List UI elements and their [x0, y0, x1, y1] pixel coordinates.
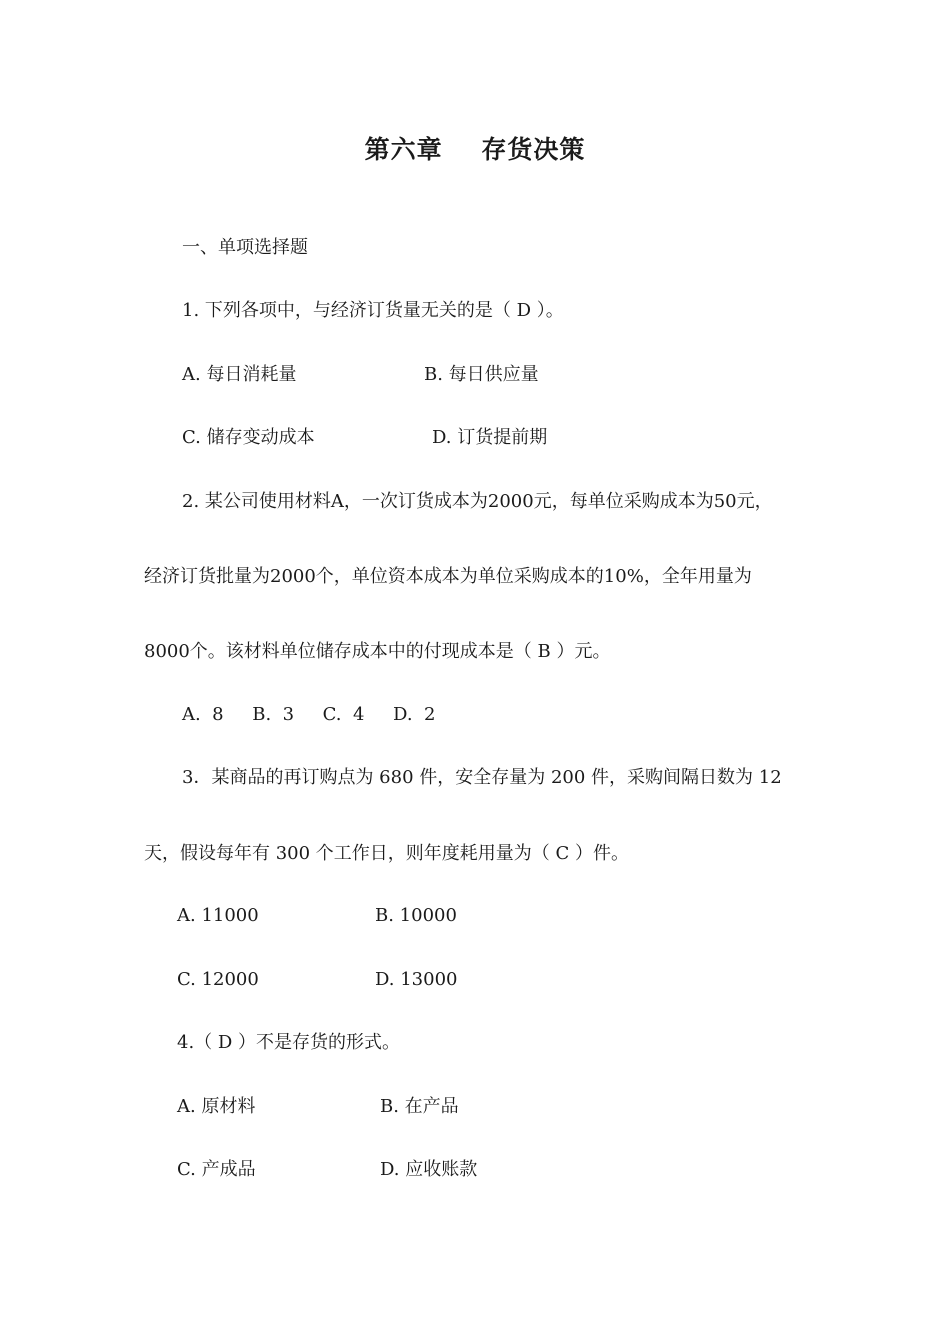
question-3-line-1: 3．某商品的再订购点为 680 件，安全存量为 200 件，采购间隔日数为 12 — [182, 767, 782, 788]
question-1-stem: 1. 下列各项中，与经济订货量无关的是（ D ）。 — [182, 300, 564, 321]
question-4-option-b: B. 在产品 — [380, 1096, 459, 1117]
question-4-option-d: D. 应收账款 — [380, 1159, 478, 1180]
question-3-option-c: C. 12000 — [177, 969, 259, 990]
question-4-stem: 4.（ D ）不是存货的形式。 — [177, 1032, 401, 1053]
question-3-option-a: A. 11000 — [177, 905, 259, 926]
question-1-option-a: A. 每日消耗量 — [182, 364, 297, 385]
question-2-line-2: 经济订货批量为2000个，单位资本成本为单位采购成本的10%，全年用量为 — [144, 566, 752, 587]
question-2-options: A. 8 B. 3 C. 4 D. 2 — [182, 704, 436, 725]
question-1-option-b: B. 每日供应量 — [424, 364, 539, 385]
chapter-title: 第六章 存货决策 — [364, 135, 586, 164]
question-4-option-a: A. 原材料 — [177, 1096, 256, 1117]
question-1-option-d: D. 订货提前期 — [432, 427, 548, 448]
question-3-option-b: B. 10000 — [375, 905, 457, 926]
question-3-option-d: D. 13000 — [375, 969, 458, 990]
question-2-line-1: 2. 某公司使用材料A，一次订货成本为2000元，每单位采购成本为50元， — [182, 491, 773, 512]
question-2-line-3: 8000个。该材料单位储存成本中的付现成本是（ B ）元。 — [144, 641, 611, 662]
question-1-option-c: C. 储存变动成本 — [182, 427, 315, 448]
section-heading: 一、单项选择题 — [182, 237, 308, 258]
question-3-line-2: 天，假设每年有 300 个工作日，则年度耗用量为（ C ）件。 — [144, 843, 630, 864]
question-4-option-c: C. 产成品 — [177, 1159, 256, 1180]
